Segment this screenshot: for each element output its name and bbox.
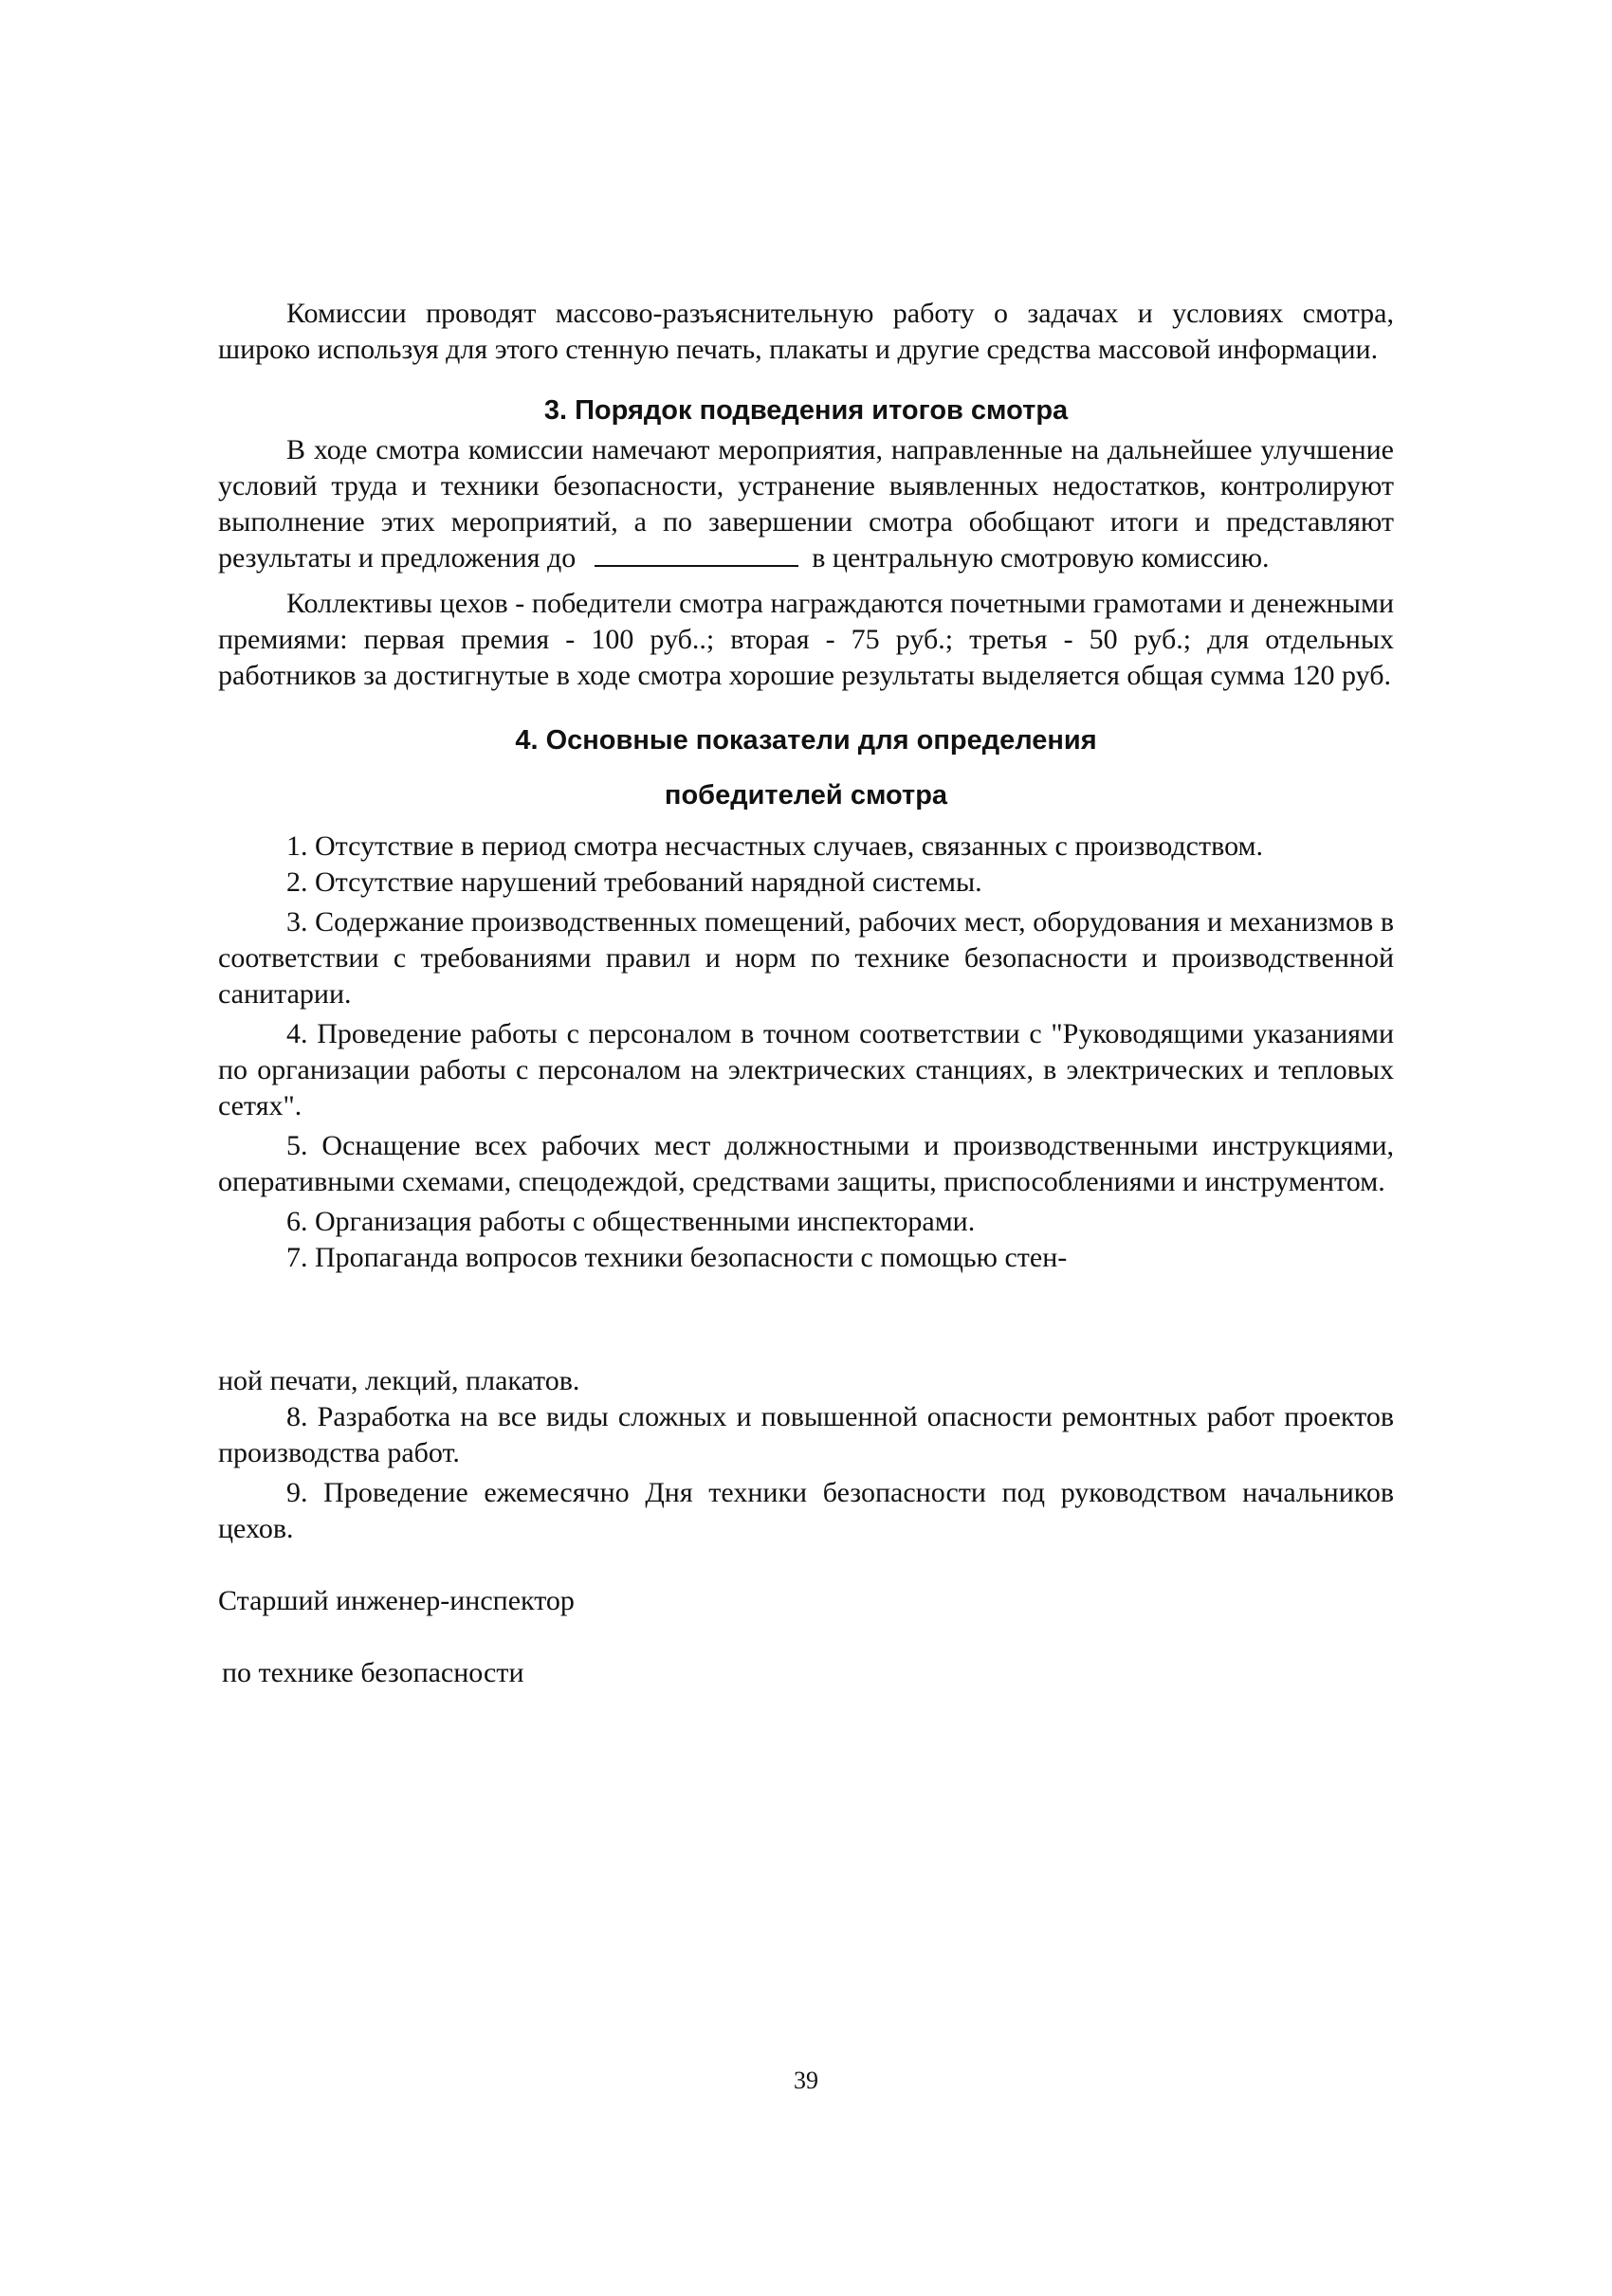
criteria-item: 6. Организация работы с общественными инспекторами. — [286, 1206, 976, 1237]
criteria-item: 8. Разработка на все виды сложных и повышенной опасности ремонтных работ проектов производства работ. — [218, 1401, 1394, 1468]
criteria-item: 2. Отсутствие нарушений требований нарядной системы. — [286, 866, 982, 898]
section-4-heading-line-1: 4. Основные показатели для определения — [515, 725, 1097, 756]
criteria-item: 3. Содержание производственных помещений, рабочих мест, оборудования и механизмов в соответствии с требованиями правил и норм по технике безопасности и производственной санитарии. — [218, 906, 1394, 1010]
criteria-item: 1. Отсутствие в период смотра несчастных случаев, связанных с производством. — [286, 830, 1263, 862]
criteria-list — [218, 829, 1394, 1276]
criteria-item: 5. Оснащение всех рабочих мест должностными и производственными инструкциями, оперативными схемами, спецодеждой, средствами защиты, приспособлениями и инструментом. — [218, 1130, 1394, 1197]
criteria-item-continuation: ной печати, лекций, плакатов. — [218, 1365, 580, 1396]
fill-in-blank-line — [595, 544, 798, 567]
criteria-item: 4. Проведение работы с персоналом в точном соответствии с "Руководящими указаниями по организации работы с персоналом на электрических станциях, в электрических и тепловых сетях". — [218, 1018, 1394, 1121]
page-number: 39 — [794, 2067, 818, 2094]
document-body — [218, 296, 1394, 1691]
section-3-paragraph-1-tail: в центральную смотровую комиссию. — [812, 542, 1270, 574]
signature-title-line-1: Старший инженер-инспектор — [218, 1585, 575, 1616]
criteria-list-continued — [218, 1399, 1394, 1547]
signature-title-line-2: по технике безопасности — [222, 1657, 524, 1688]
section-4-heading-line-2: победителей смотра — [664, 780, 948, 811]
section-3-heading: 3. Порядок подведения итогов смотра — [543, 395, 1069, 426]
intro-paragraph: Комиссии проводят массово-разъяснительную работу о задачах и условиях смотра, широко используя для этого стенную печать, плакаты и другие средства массовой информации. — [218, 298, 1394, 365]
section-3-paragraph-1 — [218, 432, 1394, 576]
section-3-paragraph-1-text: В ходе смотра комиссии намечают мероприятия, направленные на дальнейшее улучшение условий труда и техники безопасности, устранение выявленных недостатков, контролируют выполнение этих мероприятий, а по завершении смотра обобщают итоги и представляют результаты и предложения до — [218, 434, 1394, 574]
criteria-item: 9. Проведение ежемесячно Дня техники безопасности под руководством начальников цехов. — [218, 1477, 1394, 1544]
section-3-paragraph-2: Коллективы цехов - победители смотра награждаются почетными грамотами и денежными премиями: первая премия - 100 руб..; вторая - 75 руб.; третья - 50 руб.; для отдельных работников за достигнутые в ходе смотра хорошие результаты выделяется общая сумма 120 руб. — [218, 588, 1394, 691]
criteria-item: 7. Пропаганда вопросов техники безопасности с помощью стен- — [286, 1242, 1068, 1273]
